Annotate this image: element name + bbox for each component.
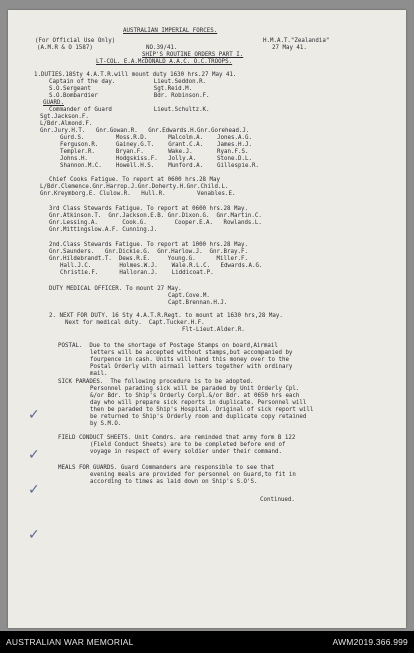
document-line: L/Bdr.Clemence.Gnr.Harrop.J.Gnr.Doherty.H.Gnr.Child.L.: [40, 184, 229, 190]
document-line: 1.DUTIES.18Sty 4.A.T.R.will mount duty 1630 hrs.27 May 41.: [34, 72, 237, 78]
document-line: evening meals are provided for personnel on Guard,to fit in: [90, 472, 296, 478]
document-line: Ferguson.R. Gainey.G.T. Grant.C.A. James.H.J.: [60, 142, 252, 148]
document-line: Postal Orderly with airmail letters together with ordinary: [90, 364, 293, 370]
check-mark-icon: ✓: [28, 527, 40, 543]
document-line: be returned to Ship's Orderly room and duplicate copy retained: [90, 414, 307, 420]
document-line: letters will be accepted without stamps,but accompanied by: [90, 350, 293, 356]
document-line: Personnel parading sick will be paraded by Unit Orderly Cpl.: [90, 386, 300, 392]
document-line: Templer.R. Bryan.F. Wake.J. Ryan.F.S.: [60, 149, 249, 155]
document-line: Johns.H. Hodgskiss.F. Jolly.A. Stone.D.L.: [60, 156, 252, 162]
footer-accession-number: AWM2019.366.999: [332, 637, 408, 647]
document-line: fourpence in cash. Units will hand this money over to the: [90, 357, 289, 363]
document-line: Flt-Lieut.Alder.R.: [182, 327, 245, 333]
document-line: Gnr.Kreymborg.E. Clulow.R. Hull.R. Venables.E.: [40, 191, 236, 197]
document-line: (Field Conduct Sheets) are to be completed before end of: [90, 442, 286, 448]
document-line: Continued.: [260, 497, 295, 503]
document-line: mail.: [90, 371, 108, 377]
document-line: L/Bdr.Almond.F.: [40, 121, 93, 127]
document-line: Capt.Brennan.H.J.: [168, 300, 228, 306]
document-line: Gurd.S. Moss.R.D. Malcolm.A. Jones.A.G.: [60, 135, 252, 141]
document-line: Gnr.Lessing.A. Cook.G. Cooper.E.A. Rowlands.L.: [49, 220, 262, 226]
document-line: Gnr.Jury.H.T. Gnr.Gowan.R. Gnr.Edwards.H.Gnr.Gorehead.J.: [40, 128, 250, 134]
document-line: FIELD CONDUCT SHEETS. Unit Comdrs. are reminded that army form B 122: [58, 435, 296, 441]
check-mark-icon: ✓: [28, 407, 40, 423]
document-line: AUSTRALIAN IMPERIAL FORCES.: [123, 28, 218, 34]
document-line: Christie.F. Halloran.J. Liddicoat.P.: [60, 270, 214, 276]
document-line: then be paraded to Ship's Hospital. Original of sick report will: [90, 407, 314, 413]
document-line: NO.39/41.: [146, 45, 178, 51]
document-line: voyage in respect of every soldier under their command.: [90, 449, 282, 455]
document-line: Chief Cooks Fatigue. To report at 0600 hrs.28 May: [49, 177, 221, 183]
document-line: SHIP'S ROUTINE ORDERS PART I.: [142, 52, 244, 58]
footer-institution: AUSTRALIAN WAR MEMORIAL: [6, 637, 134, 647]
document-line: Gnr.Saunders. Gnr.Dickie.G. Gnr.Harlow.J. Gnr.Bray.F.: [49, 249, 248, 255]
document-line: by S.M.O.: [90, 421, 122, 427]
document-line: (For Official Use Only): [35, 38, 116, 44]
document-line: MEALS FOR GUARDS. Guard Commanders are responsible to see that: [58, 465, 275, 471]
document-line: Captain of the day. Lieut.Seddon.R.: [49, 79, 207, 85]
document-line: according to times as laid down on Ship's S.O'S.: [90, 479, 258, 485]
document-line: &/or Bdr. to Ship's Orderly Corpl.&/or Bdr. at 0650 hrs each: [90, 393, 300, 399]
document-page: [8, 10, 406, 628]
document-line: POSTAL. Due to the shortage of Postage Stamps on board,Airmail: [58, 343, 278, 349]
document-line: Commander of Guard Lieut.Schultz.K.: [49, 107, 210, 113]
document-line: Next for medical duty. Capt.Tucker.H.F.: [65, 320, 205, 326]
document-line: S.O.Sergeant Sgt.Reid.M.: [49, 86, 193, 92]
document-line: H.M.A.T."Zealandia": [263, 38, 330, 44]
check-mark-icon: ✓: [28, 447, 40, 463]
document-line: Shannon.M.C. Howell.H.S. Munford.A. Gillespie.R.: [60, 163, 259, 169]
document-line: Gnr.Hildebrandt.T. Dews.R.E. Young.G. Miller.F.: [49, 256, 248, 262]
document-line: day who will prepare sick reports in duplicate. Personnel will: [90, 400, 307, 406]
document-line: Gnr.Atkinson.T. Gnr.Jackson.E.B. Gnr.Dixon.G. Gnr.Martin.C.: [49, 213, 262, 219]
document-line: S.O.Bombardier Bdr. Robinson.F.: [49, 93, 210, 99]
document-line: Hall.J.C. Holmes.W.J. Wale.R.L.C. Edwards.A.G.: [60, 263, 263, 269]
document-line: 3rd Class Stewards Fatigue. To report at 0600 hrs.28 May.: [49, 206, 248, 212]
document-line: 2nd.Class Stewards Fatigue. To report at 1000 hrs.28 May.: [49, 242, 248, 248]
document-line: Capt.Cove.M.: [168, 293, 210, 299]
document-line: SICK PARADES. The following procedure is to be adopted.: [58, 379, 254, 385]
document-line: (A.M.R & O 1587): [37, 45, 93, 51]
document-line: Gnr.Mittingslow.A.F. Cunning.J.: [49, 227, 158, 233]
document-line: Sgt.Jackson.F.: [40, 114, 89, 120]
document-line: 2. NEXT FOR DUTY. 16 Sty 4.A.T.R.Regt. to mount at 1630 hrs,28 May.: [49, 313, 283, 319]
document-line: 27 May 41.: [272, 45, 307, 51]
document-line: LT-COL. E.A.McDONALD A.A.C. O.C.TROOPS.: [96, 59, 233, 65]
footer-bar: [0, 631, 414, 653]
document-line: GUARD.: [43, 100, 64, 106]
document-line: DUTY MEDICAL OFFICER. To mount 27 May.: [49, 286, 182, 292]
check-mark-icon: ✓: [28, 482, 40, 498]
